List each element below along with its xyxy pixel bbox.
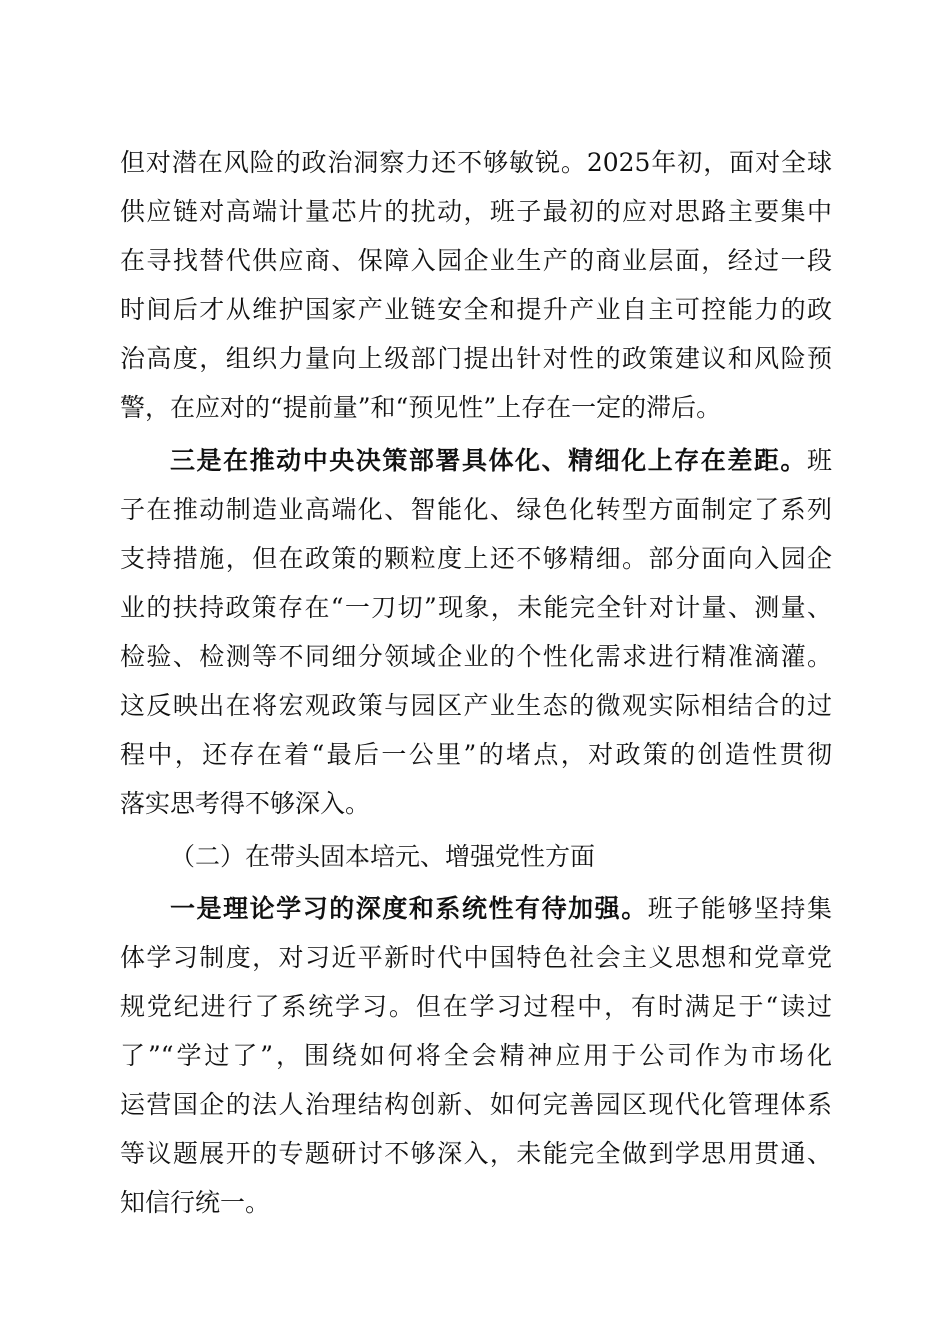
paragraph-1-line-3: 在寻找替代供应商、保障入园企业生产的商业层面，经过一段 [120, 246, 832, 275]
paragraph-1-line-2: 供应链对高端计量芯片的扰动，班子最初的应对思路主要集中 [120, 197, 832, 226]
paragraph-2-line-4: 业的扶持政策存在“一刀切”现象，未能完全针对计量、测量、 [120, 593, 832, 622]
paragraph-2-line-7: 程中，还存在着“最后一公里”的堵点，对政策的创造性贯彻 [120, 740, 832, 769]
paragraph-1-line-4: 时间后才从维护国家产业链安全和提升产业自主可控能力的政 [120, 295, 832, 324]
paragraph-2-line-1-rest: 班 [806, 446, 832, 475]
paragraph-2-lead: 三是在推动中央决策部署具体化、精细化上存在差距。 [170, 446, 807, 475]
paragraph-3-line-2: 体学习制度，对习近平新时代中国特色社会主义思想和党章党 [120, 943, 832, 972]
paragraph-1-line-5: 治高度，组织力量向上级部门提出针对性的政策建议和风险预 [120, 344, 832, 373]
paragraph-2-line-1 [170, 437, 832, 485]
paragraph-2-line-5: 检验、检测等不同细分领域企业的个性化需求进行精准滴灌。 [120, 642, 832, 671]
paragraph-2-line-3: 支持措施，但在政策的颗粒度上还不够精细。部分面向入园企 [120, 544, 832, 573]
paragraph-3-line-7: 知信行统一。 [120, 1188, 271, 1217]
paragraph-3-line-6: 等议题展开的专题研讨不够深入，未能完全做到学思用贯通、 [120, 1139, 832, 1168]
paragraph-3-line-5: 运营国企的法人治理结构创新、如何完善园区现代化管理体系 [120, 1090, 832, 1119]
paragraph-3-line-4: 了”“学过了”，围绕如何将全会精神应用于公司作为市场化 [120, 1041, 832, 1070]
paragraph-3-line-3: 规党纪进行了系统学习。但在学习过程中，有时满足于“读过 [120, 992, 832, 1021]
paragraph-3-lead: 一是理论学习的深度和系统性有待加强。 [170, 894, 648, 923]
paragraph-2-line-6: 这反映出在将宏观政策与园区产业生态的微观实际相结合的过 [120, 691, 832, 720]
paragraph-2-line-8: 落实思考得不够深入。 [120, 789, 371, 818]
paragraph-3-line-1 [170, 885, 832, 933]
section-heading: （二）在带头固本培元、增强党性方面 [170, 842, 596, 871]
paragraph-3-line-1-rest: 班子能够坚持集 [647, 894, 832, 923]
paragraph-2-line-2: 子在推动制造业高端化、智能化、绿色化转型方面制定了系列 [120, 495, 832, 524]
paragraph-1-line-1: 但对潜在风险的政治洞察力还不够敏锐。2025年初，面对全球 [120, 148, 832, 177]
paragraph-1-line-6: 警，在应对的“提前量”和“预见性”上存在一定的滞后。 [120, 393, 722, 422]
